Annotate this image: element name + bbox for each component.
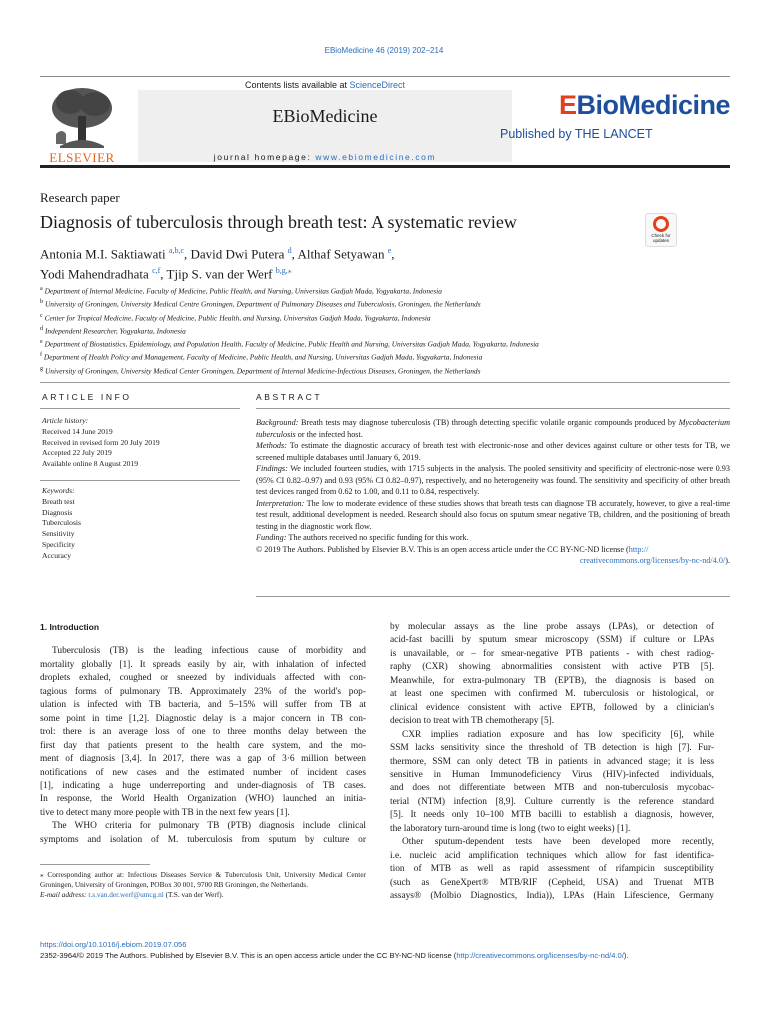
abstract-interpretation	[256, 498, 730, 533]
affiliation-sup: a	[40, 286, 43, 292]
footnote-rule	[40, 864, 150, 865]
keyword-item: Accuracy	[42, 550, 72, 560]
text-line: some point in time [1,2]. Diagnostic delay is a major concern in TB con-	[40, 713, 366, 724]
affiliation-list	[40, 284, 730, 377]
article-type: Research paper	[40, 190, 120, 205]
author-sep: ,	[391, 246, 395, 262]
text-line: ulation is infected with TB bacteria, and 5–15% will suffer from TB at	[40, 700, 366, 711]
text-line: Other sputum-dependent tests have been developed more recently,	[402, 837, 714, 848]
text-line: trol: there is an average loss of one to three months delay between the	[40, 727, 366, 738]
affiliation-sup: c	[40, 312, 43, 319]
abstract-background	[256, 417, 730, 440]
crossmark-icon	[653, 216, 669, 232]
body-column-right	[390, 621, 714, 904]
affiliation-item	[40, 364, 730, 377]
brand-rest: BioMedicine	[576, 90, 730, 120]
text-line: In response, the World Health Organization (WHO) launched an initia-	[40, 794, 366, 805]
body-paragraph	[40, 820, 366, 847]
author-name[interactable]: Antonia M.I. Saktiawati	[40, 246, 166, 262]
brand-e: E	[558, 90, 577, 120]
author-affil-sup[interactable]: b,g,⁎	[275, 266, 292, 276]
author-sep: ,	[291, 246, 298, 262]
journal-brand-logo[interactable]	[498, 90, 730, 141]
author-name[interactable]: Althaf Setyawan	[297, 246, 385, 262]
article-info-heading: ARTICLE INFO	[42, 392, 132, 402]
email-label: E-mail address:	[40, 890, 87, 900]
abstract-methods	[256, 440, 730, 463]
text-line: (such as GeneXpert® MTB/RIF (Cepheid, USA) and Truenat MTB	[390, 877, 714, 888]
article-info-rule	[40, 408, 240, 409]
section-heading: 1. Introduction	[40, 622, 100, 632]
affiliation-item	[40, 284, 730, 297]
text-line: at least one specimen with confirmed M. tuberculosis or histological, or	[390, 689, 714, 700]
text-line: and does not differentiate between MTB and non-tuberculosis mycobac-	[390, 783, 714, 794]
author-list	[40, 242, 680, 283]
history-item: Available online 8 August 2019	[42, 459, 139, 469]
journal-masthead	[40, 76, 730, 169]
author-affil-sup[interactable]: d	[287, 246, 292, 255]
body-column-left	[40, 621, 366, 847]
findings-label: Findings:	[256, 464, 288, 473]
interpretation-label: Interpretation:	[256, 498, 305, 508]
text-line: by molecular assays as the line probe assays (LPAs), or detection of	[390, 622, 714, 632]
author-name[interactable]: Yodi Mahendradhata	[40, 266, 149, 282]
keyword-item: Tuberculosis	[42, 518, 81, 528]
text-line: sensitive in Human Immunodeficiency Virus (HIV)-infected individuals,	[390, 769, 714, 780]
text-line: [1], indicating a huge underreporting and under-diagnosis of TB cases.	[40, 780, 366, 791]
affiliation-item	[40, 337, 730, 350]
author-sep: ,	[160, 266, 167, 282]
author-affil-sup[interactable]: a,b,c	[168, 246, 185, 255]
corresponding-text: ⁎ Corresponding author at: Infectious Diseases Service & Tuberculosis Unit, University Medical Center Groningen, University of Groningen, POBox 30 001, 9700 RB Groningen, the Netherlands.	[40, 870, 366, 890]
footer-license-link[interactable]: http://creativecommons.org/licenses/by-nc-nd/4.0/	[456, 951, 624, 960]
background-label: Background:	[256, 418, 299, 427]
keyword-item: Breath test	[42, 496, 75, 506]
section-divider	[40, 382, 730, 383]
affiliation-sup: f	[40, 352, 43, 359]
body-paragraph	[390, 621, 714, 729]
findings-text: We included fourteen studies, with 1715 subjects in the analysis. The pooled sensitivity and specificity of electronic-nose were 0.93 (95% CI 0.82–0.97) and 0.93 (95% CI 0.82–0.97), respectively, and no heterogeneity was found. The sensitivity and specificity of other breath test devices ranged from 0.62 to 1.00, and 0.11 to 0.84, respectively.	[256, 464, 730, 496]
keywords-rule	[40, 480, 240, 481]
masthead-bottom-rule	[40, 165, 730, 168]
abstract-findings	[256, 463, 730, 498]
body-paragraph	[390, 836, 714, 903]
text-line: decision to treat with TB chemotherapy [5].	[390, 716, 555, 727]
text-line: symptoms and isolation of M. tuberculosis from sputum by culture or	[40, 834, 366, 845]
keyword-item: Specificity	[42, 539, 75, 549]
text-line: first day that patients present to the health care system, and the mo-	[40, 740, 366, 751]
background-species: Mycobacterium tuberculosis	[256, 418, 730, 439]
brand-name	[498, 90, 730, 121]
background-text: Breath tests may diagnose tuberculosis (TB) through detecting specific volatile organic compounds produced by	[298, 418, 679, 427]
text-line: is unavailable, or – for smear-negative PTB patients - with chest radiog-	[390, 648, 714, 659]
abstract-bottom-rule	[256, 596, 730, 597]
corresponding-author-footnote	[40, 870, 366, 901]
text-line: acid-fast bacilli by sputum smear microscopy (SSM) if culture or LPAs	[390, 635, 714, 646]
affiliation-text: University of Groningen, University Medical Centre Groningen, Department of Pulmonary Diseases and Tuberculosis, Groningen, the Netherlands	[44, 299, 481, 309]
journal-reference[interactable]: EBioMedicine 46 (2019) 202–214	[324, 46, 444, 55]
interpretation-text: The low to moderate evidence of these studies shows that breath tests can diagnose TB accurately, however, to give a real-time test result, additional development is needed. Research should also focus on sputum smear negative TB, children, and the positioning of breath testing in the diagnostic work flow.	[256, 498, 730, 531]
text-line: raphy (CXR) showing abnormalities consistent with active PTB [5].	[390, 662, 714, 673]
text-line: CXR implies radiation exposure and has low specificity [6], while	[402, 729, 714, 740]
affiliation-item	[40, 297, 730, 310]
affiliation-text: Independent Researcher, Yogyakarta, Indonesia	[44, 326, 186, 336]
text-line: the laboratory turn-around time is long (two to eight weeks) [1].	[390, 823, 631, 834]
affiliation-sup: d	[40, 325, 44, 332]
article-history	[42, 416, 242, 470]
doi-link[interactable]: https://doi.org/10.1016/j.ebiom.2019.07.056	[40, 940, 187, 949]
body-paragraph	[390, 729, 714, 837]
funding-text: The authors received no specific funding for this work.	[286, 533, 469, 542]
affiliation-text: Department of Internal Medicine, Faculty of Medicine, Public Health, and Nursing, Universitas Gadjah Mada, Yogyakarta, Indonesia	[44, 286, 442, 296]
author-affil-sup[interactable]: c,f	[152, 266, 161, 276]
email-suffix: (T.S. van der Werf).	[163, 890, 224, 900]
journal-name: EBioMedicine	[272, 106, 378, 126]
keyword-item: Diagnosis	[42, 507, 73, 517]
affiliation-sup: e	[40, 339, 43, 346]
abstract-heading: ABSTRACT	[256, 392, 323, 402]
text-line: The WHO criteria for pulmonary TB (PTB) diagnosis include clinical	[52, 821, 366, 832]
abstract-top-rule	[256, 408, 730, 409]
author-affil-sup[interactable]: e	[387, 246, 392, 255]
history-item: Accepted 22 July 2019	[42, 448, 112, 458]
history-item: Received 14 June 2019	[42, 426, 113, 436]
abstract-copyright	[256, 544, 730, 556]
affiliation-text: Center for Tropical Medicine, Faculty of Medicine, Public Health, and Nursing, Universitas Gadjah Mada, Yogyakarta, Indonesia	[44, 313, 431, 322]
text-line: thermore, SSM can only detect TB in patients in advanced stage; it is less	[390, 756, 714, 767]
keywords-label: Keywords:	[42, 486, 75, 495]
text-line: i.e. nucleic acid amplification techniques which allow for fast identifica-	[390, 850, 714, 861]
homepage-prefix: journal homepage:	[213, 152, 316, 162]
brand-subtitle: Published by THE LANCET	[500, 127, 653, 141]
article-title: Diagnosis of tuberculosis through breath test: A systematic review	[40, 212, 517, 232]
affiliation-sup: g	[40, 365, 44, 372]
author-sep: ,	[184, 246, 191, 262]
author-name[interactable]: Tjip S. van der Werf	[166, 266, 273, 282]
funding-label: Funding:	[256, 533, 287, 542]
history-item: Received in revised form 20 July 2019	[42, 437, 160, 447]
sciencedirect-link[interactable]: ScienceDirect	[349, 80, 406, 90]
affiliation-text: Department of Health Policy and Management, Faculty of Medicine, Public Health, and Nursing, Universitas Gadjah Mada, Yogyakarta, Indonesia	[43, 352, 483, 362]
text-line: clinical evidence consistent with active EPTB, followed by a clinician's	[390, 702, 714, 713]
contents-line	[138, 80, 512, 90]
license-end: ).	[623, 951, 629, 960]
text-line: SSM lacks sensitivity since the threshold of TB detection is high [7]. Fur-	[390, 743, 714, 754]
affiliation-item	[40, 324, 730, 337]
email-line	[40, 890, 366, 900]
homepage-link[interactable]: www.ebiomedicine.com	[315, 152, 437, 162]
publisher-logo-text: ELSEVIER	[49, 150, 115, 165]
author-name[interactable]: David Dwi Putera	[190, 246, 285, 262]
text-line: tive to detect many more people with TB in the next few years [1].	[40, 807, 290, 818]
email-link[interactable]: t.s.van.der.werf@umcg.nl	[88, 890, 164, 900]
license-line	[40, 951, 629, 960]
text-line: ment of diagnosis [3,4]. In 2017, there was a gap of 3·6 million between	[40, 754, 366, 765]
affiliation-sup: b	[40, 299, 44, 306]
license-link-cont[interactable]: creativecommons.org/licenses/by-nc-nd/4.0/	[579, 556, 726, 565]
text-line: assays® (Molbio Diagnostics, India)), LPAs (Hain Lifescience, Germany	[390, 891, 714, 902]
text-line: tion of MTB as well as rapid assessment of rifampicin susceptibility	[390, 864, 714, 875]
affiliation-text: University of Groningen, University Medical Center Groningen, Department of Internal Medicine-Infectious Diseases, Groningen, the Netherlands	[44, 366, 481, 376]
text-line: Meanwhile, for extra-pulmonary TB (EPTB), the diagnosis is based on	[390, 675, 714, 686]
contents-prefix: Contents lists available at	[244, 80, 350, 90]
text-line: [5]. It needs only 10–100 MTB bacilli to establish a diagnosis, however,	[390, 810, 714, 821]
text-line: Tuberculosis (TB) is the leading infectious cause of morbidity and	[52, 646, 366, 657]
abstract-body	[256, 417, 730, 567]
body-paragraph	[40, 645, 366, 820]
license-link[interactable]: http://	[628, 544, 649, 554]
keyword-item: Sensitivity	[42, 529, 75, 539]
journal-homepage	[138, 152, 512, 162]
keywords-list	[42, 486, 242, 562]
affiliation-item	[40, 350, 730, 363]
license-text: 2352-3964/© 2019 The Authors. Published by Elsevier B.V. This is an open access article under the CC BY-NC-ND license (	[40, 951, 457, 960]
copyright-end: ).	[725, 556, 730, 565]
text-line: droplets exhaled, coughed or sneezed by individuals affected with con-	[40, 673, 366, 684]
background-text-end: or the infected host.	[295, 429, 363, 439]
affiliation-item	[40, 311, 730, 324]
methods-text: To estimate the diagnostic accuracy of breath test with electronic-nose and other devices against culture or other tests for TB, we screened multiple databases until January 6, 2019.	[256, 441, 730, 462]
crossmark-label: Check for updates	[651, 233, 671, 243]
masthead-top-rule	[40, 76, 730, 77]
history-label: Article history:	[42, 416, 89, 425]
text-line: tagious forms of pulmonary TB. Approximately 23% of the world's pop-	[40, 686, 366, 697]
text-line: terial (NTM) infection [8,9]. Culture currently is the reference standard	[390, 796, 714, 807]
abstract-copyright-cont	[256, 555, 730, 567]
abstract-funding	[256, 532, 730, 544]
methods-label: Methods:	[256, 441, 287, 450]
text-line: notifications of new cases and the estimated number of incident cases	[40, 767, 366, 778]
copyright-text: © 2019 The Authors. Published by Elsevier B.V. This is an open access article under the CC BY-NC-ND license (	[256, 544, 629, 554]
text-line: mortality globally [1]. It spreads easily by air, with inhalation of infected	[40, 659, 366, 670]
affiliation-text: Department of Biostatistics, Epidemiology, and Population Health, Faculty of Medicine, Public Health and Nursing, Universitas Gadjah Mada, Yogyakarta, Indonesia	[44, 339, 539, 349]
